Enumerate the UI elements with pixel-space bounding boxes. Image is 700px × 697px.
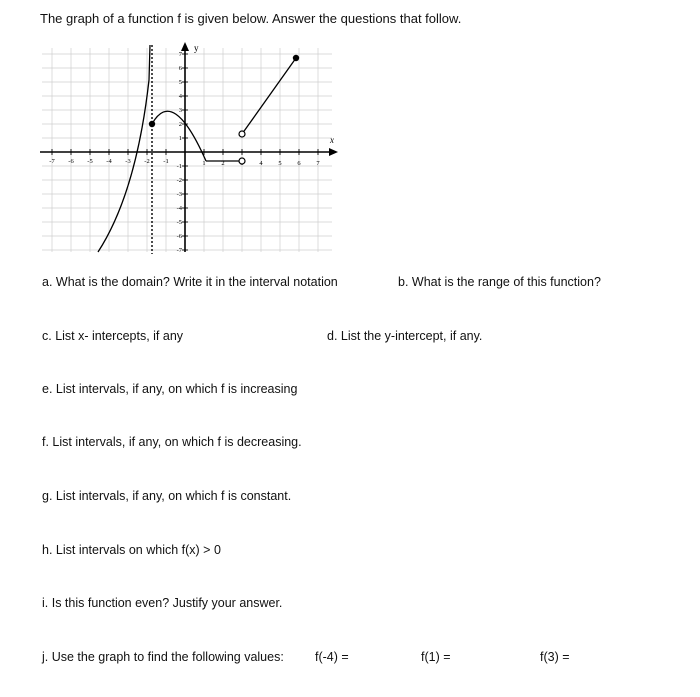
y-tick-label: -5 [176, 219, 182, 226]
x-tick-label: -5 [87, 158, 93, 165]
y-tick-label: -6 [176, 233, 182, 240]
closed-point-left [149, 121, 155, 127]
question-e: e. List intervals, if any, on which f is increasing [42, 382, 298, 396]
y-tick-label: -4 [176, 205, 182, 212]
x-tick-label: 2 [221, 160, 225, 167]
y-tick-label: 7 [178, 51, 182, 58]
y-tick-label: -3 [176, 191, 182, 198]
question-i: i. Is this function even? Justify your answer. [42, 596, 283, 610]
y-axis-arrow [181, 42, 189, 51]
graph-grid [42, 48, 332, 252]
x-tick-label: -7 [49, 158, 55, 165]
y-tick-label: 3 [178, 107, 182, 114]
y-tick-label: -7 [176, 247, 182, 254]
question-a: a. What is the domain? Write it in the interval notation [42, 275, 338, 289]
left-branch-curve [98, 45, 150, 252]
x-tick-label: -3 [125, 158, 131, 165]
x-tick-label: -4 [106, 158, 112, 165]
value-f-1: f(1) = [421, 650, 451, 664]
question-h: h. List intervals on which f(x) > 0 [42, 543, 221, 557]
question-j: j. Use the graph to find the following values: [42, 650, 284, 664]
y-tick-label: 5 [178, 79, 182, 86]
x-tick-label: 1 [202, 160, 206, 167]
y-tick-label: 6 [178, 65, 182, 72]
question-g: g. List intervals, if any, on which f is constant. [42, 489, 292, 503]
y-tick-label: -2 [176, 177, 182, 184]
open-point-constant-end [239, 158, 245, 164]
closed-point-right [293, 55, 299, 61]
question-b: b. What is the range of this function? [398, 275, 601, 289]
x-tick-label: 5 [278, 160, 282, 167]
x-tick-label: 4 [259, 160, 263, 167]
x-tick-label: 6 [297, 160, 301, 167]
x-axis-arrow [329, 148, 338, 156]
question-d: d. List the y-intercept, if any. [327, 329, 483, 343]
y-axis-label: y [194, 43, 199, 53]
y-tick-label: 1 [178, 135, 182, 142]
value-f-3: f(3) = [540, 650, 570, 664]
x-axis-label: x [330, 135, 334, 145]
y-tick-label: -1 [176, 163, 182, 170]
x-tick-label: 7 [316, 160, 320, 167]
question-c: c. List x- intercepts, if any [42, 329, 184, 343]
value-f-neg4: f(-4) = [315, 650, 349, 664]
x-tick-label: -6 [68, 158, 74, 165]
y-tick-label: 2 [178, 121, 182, 128]
y-tick-label: 4 [178, 93, 182, 100]
x-tick-label: -1 [163, 158, 169, 165]
instructions-text: The graph of a function f is given below. Answer the questions that follow. [40, 11, 462, 26]
function-graph [40, 40, 340, 260]
open-point-line-start [239, 131, 245, 137]
question-f: f. List intervals, if any, on which f is decreasing. [42, 435, 302, 449]
x-tick-label: -2 [144, 158, 150, 165]
